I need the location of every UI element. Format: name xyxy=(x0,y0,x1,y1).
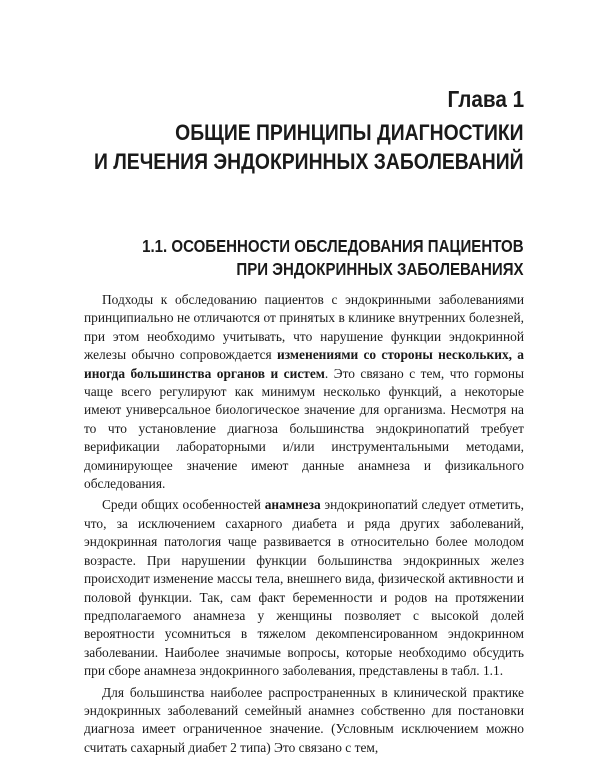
chapter-title-line-2: И ЛЕЧЕНИЯ ЭНДОКРИННЫХ ЗАБОЛЕВАНИЙ xyxy=(94,149,524,174)
paragraph-2 xyxy=(84,496,524,680)
paragraph-1 xyxy=(84,291,524,493)
body-text xyxy=(84,291,524,757)
chapter-title-line-1: ОБЩИЕ ПРИНЦИПЫ ДИАГНОСТИКИ xyxy=(175,120,524,145)
chapter-title xyxy=(94,118,524,176)
paragraph-3-text-a: Для большинства наиболее распространенных в клинической практике эндокринных заболеваний семейный анамнез собственно для постановки диагноза имеет ограниченное значение. (Условным исключением можно считать сахарный диабет 2 типа) Это связано с тем, xyxy=(84,684,524,755)
section-title-line-2: ПРИ ЭНДОКРИННЫХ ЗАБОЛЕВАНИЯХ xyxy=(236,259,524,279)
paragraph-1-emphasis: изменениями со стороны нескольких, а иногда большинства органов и систем xyxy=(84,347,524,381)
paragraph-3 xyxy=(84,684,524,757)
paragraph-2-emphasis: анамнеза xyxy=(264,497,321,513)
chapter-label: Глава 1 xyxy=(447,86,524,112)
section-title xyxy=(143,235,524,281)
paragraph-1-text-b: . Это связано с тем, что гормоны чаще всего регулируют как минимум несколько функций, а некоторые имеют универсальное биологическое значение для организма. Несмотря на то что установление диагноза большинства эндокринопатий требует верификации лабораторными и/или инструментальными методами, доминирующее значение имеют данные анамнеза и физикального обследования. xyxy=(84,365,524,492)
paragraph-2-text-a: Среди общих особенностей xyxy=(102,497,265,513)
paragraph-2-text-b: эндокринопатий следует отметить, что, за исключением сахарного диабета и ряда других заболеваний, эндокринная патология чаще развивается в относительно более молодом возрасте. При нарушении функции большинства эндокринных желез происходит изменение массы тела, внешнего вида, физической активности и половой функции. Так, сам факт беременности и родов на протяжении предполагаемого анамнеза у женщины позволяет с высокой долей вероятности усомниться в тяжелом декомпенсированном эндокринном заболевании. Наиболее значимые вопросы, которые необходимо обсудить при сборе анамнеза эндокринного заболевания, представлены в табл. 1.1. xyxy=(84,497,524,679)
paragraph-1-text-a: Подходы к обследованию пациентов с эндокринными заболеваниями принципиально не отличаются от принятых в клинике внутренних болезней, при этом необходимо учитывать, что нарушение функции эндокринной железы обычно сопровождается xyxy=(84,292,524,363)
section-title-line-1: 1.1. ОСОБЕННОСТИ ОБСЛЕДОВАНИЯ ПАЦИЕНТОВ xyxy=(142,236,524,256)
